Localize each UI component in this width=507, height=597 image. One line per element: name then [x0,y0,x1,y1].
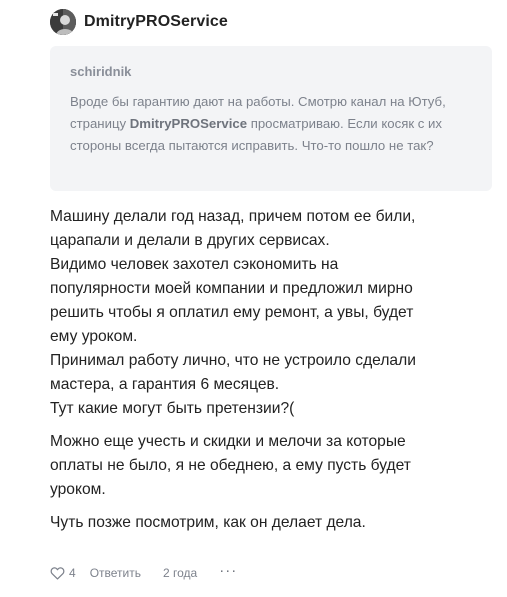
quoted-text-bold: DmitryPROService [129,116,248,131]
comment-line: Чуть позже посмотрим, как он делает дела. [50,514,366,531]
like-count: 4 [69,566,76,580]
reply-button[interactable]: Ответить [89,566,141,580]
quoted-text [70,91,474,157]
comment-line: Тут какие могут быть претензии?( [50,400,295,417]
comment-paragraph [50,205,495,421]
comment-line: царапали и делали в других сервисах. [50,232,330,249]
comment-line: Машину делали год назад, причем потом ее били, [50,208,416,225]
comment-timestamp: 2 года [162,566,198,580]
comment-paragraph [50,430,495,502]
comment-line: Можно еще учесть и скидки и мелочи за которые [50,433,406,450]
comment-body [50,205,495,544]
avatar[interactable] [50,9,76,35]
comment-line: Видимо человек захотел сэкономить на [50,256,339,273]
comment-line: популярности моей компании и предложил мирно [50,280,413,297]
quoted-author: schiridnik [70,64,132,79]
comment-author[interactable]: DmitryPROService [84,13,228,30]
comment-line: оплаты не было, я не обеднею, а ему пусть будет [50,457,411,474]
comment-paragraph [50,511,495,535]
comment-line: Принимал работу лично, что не устроило сделали [50,352,416,369]
comment-line: мастера, а гарантия 6 месяцев. [50,376,280,393]
comment-line: уроком. [50,481,106,498]
like-button[interactable] [50,566,76,580]
quoted-text-before: Вроде бы гарантию дают на работы. Смотрю канал на Ютуб, страницу [70,94,446,131]
comment-header [50,8,228,36]
heart-outline-icon [50,566,69,580]
quoted-comment[interactable] [50,46,492,191]
comment-footer [50,562,237,584]
more-dots-icon[interactable]: ··· [219,562,238,579]
comment-line: ему уроком. [50,328,138,345]
quoted-text-after: просматриваю. Если косяк с их стороны всегда пытаются исправить. Что-то пошло не так? [70,116,442,153]
comment-line: решить чтобы я оплатил ему ремонт, а увы, будет [50,304,414,321]
